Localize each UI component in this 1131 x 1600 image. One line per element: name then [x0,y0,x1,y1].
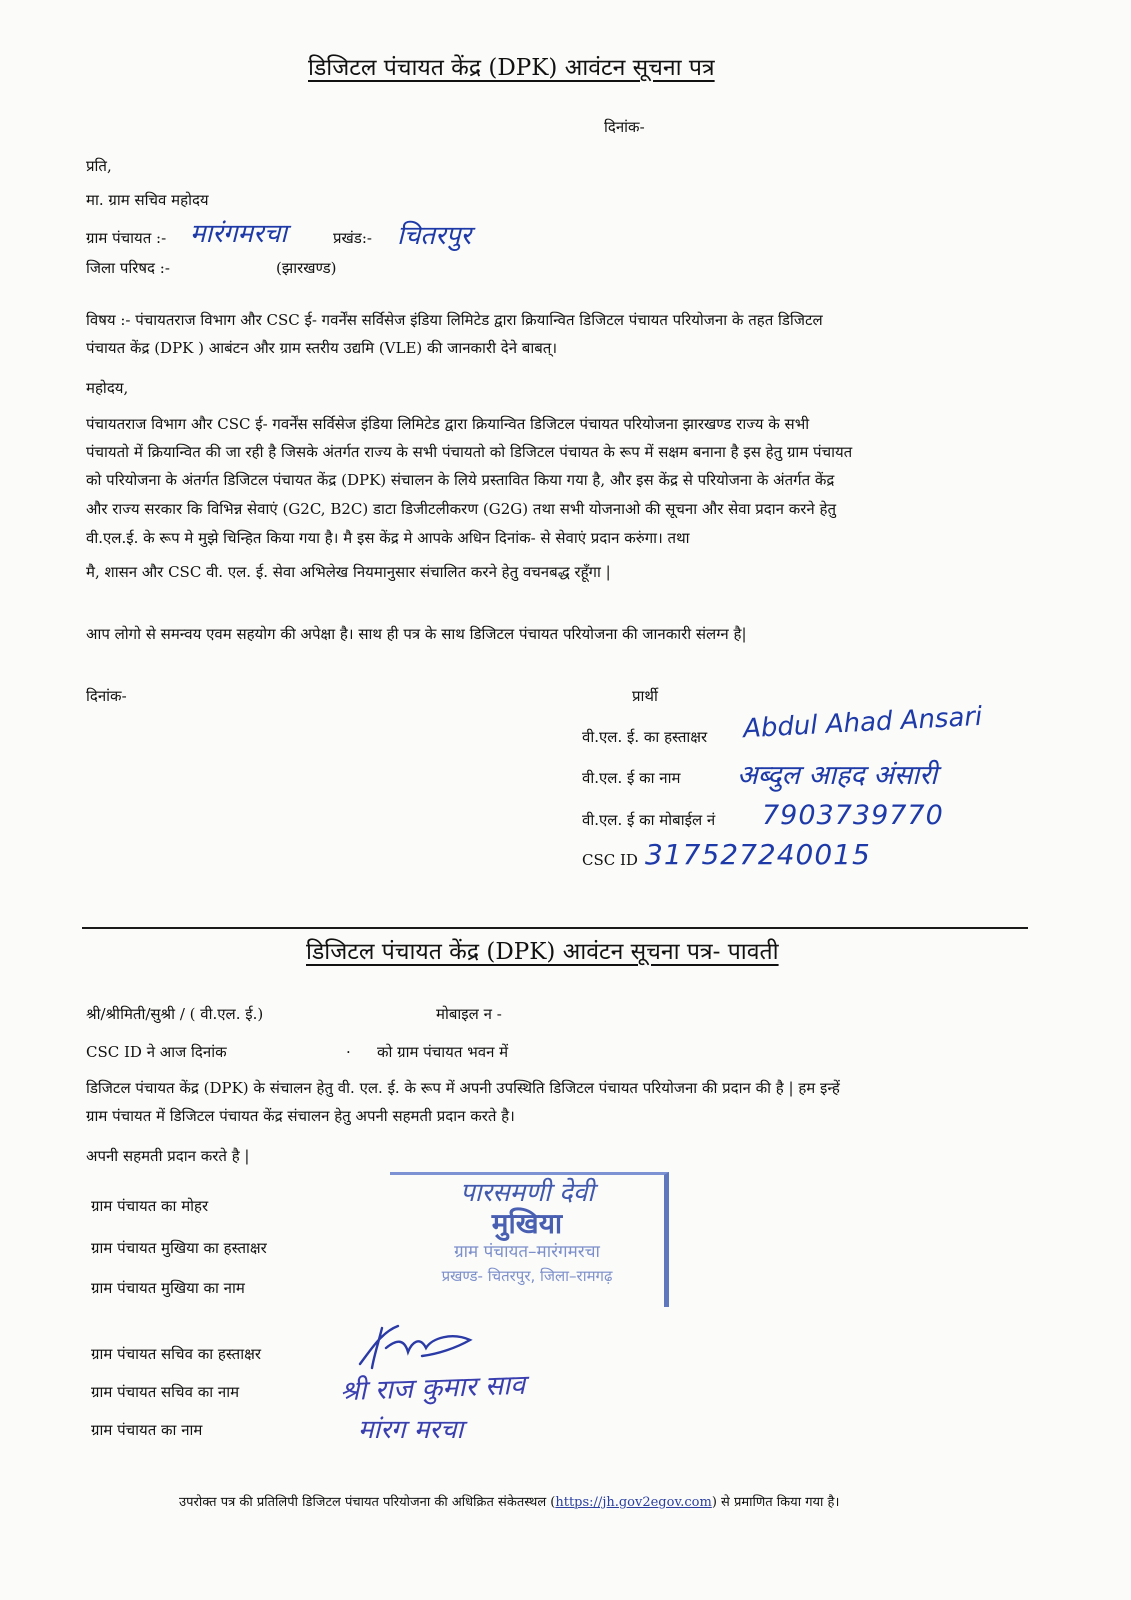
vle-signature: Abdul Ahad Ansari [742,701,984,745]
applicant-label: प्रार्थी [632,687,658,705]
letter-title: डिजिटल पंचायत केंद्र (DPK) आवंटन सूचना पत्र [308,55,715,81]
gram-panchayat-handwritten: मारंगमरचा [190,219,287,249]
mobile-label: मोबाइल न - [436,1005,502,1023]
body-line-2: पंचायतो में क्रियान्वित की जा रही है जिसके अंतर्गत राज्य के सभी पंचायतो को डिजिटल पंचायत के रूप में सक्षम बनाना है इस हेतु ग्राम पंचायत [86,443,853,461]
shri-label: श्री/श्रीमिती/सुश्री / ( वी.एल. ई.) [86,1005,264,1023]
vle-name-handwritten: अब्दुल आहद अंसारी [737,760,938,791]
date-label-2: दिनांक- [86,687,127,705]
footer-prefix: उपरोक्त पत्र की प्रतिलिपी डिजिटल पंचायत परियोजना की अधिक्रित संकेतस्थल ( [179,1495,556,1510]
mukhiya-name-label: ग्राम पंचायत मुखिया का नाम [91,1279,245,1297]
gp-name-label: ग्राम पंचायत का नाम [91,1421,203,1439]
subject-line-1: विषय :- पंचायतराज विभाग और CSC ई- गवर्नेंस सर्विसेज इंडिया लिमिटेड द्वारा क्रियान्वित डिजिटल पंचायत परियोजना के तहत डिजिटल [86,311,823,329]
mukhiya-signature-label: ग्राम पंचायत मुखिया का हस्ताक्षर [91,1239,267,1257]
stamp-line-2: प्रखण्ड- चितरपुर, जिला–रामगढ़ [441,1267,613,1285]
gram-panchayat-label: ग्राम पंचायत :- [86,229,167,247]
body-line-3: को परियोजना के अंतर्गत डिजिटल पंचायत केंद्र (DPK) संचालन के लिये प्रस्तावित किया गया है, और इस केंद्र से परियोजना के अंतर्गत केंद्र [86,471,835,489]
state-label: (झारखण्ड) [276,259,337,277]
salutation: महोदय, [86,379,129,397]
vle-signature-label: वी.एल. ई. का हस्ताक्षर [582,728,708,746]
seal-label: ग्राम पंचायत का मोहर [91,1197,209,1215]
receipt-title: डिजिटल पंचायत केंद्र (DPK) आवंटन सूचना पत्र- पावती [306,939,779,965]
zila-label: जिला परिषद :- [86,259,170,277]
secretary-name-label: ग्राम पंचायत सचिव का नाम [91,1383,240,1401]
blank-dot: · [346,1043,351,1061]
ack-line-2: ग्राम पंचायत में डिजिटल पंचायत केंद्र संचालन हेतु अपनी सहमती प्रदान करते है। [86,1107,515,1125]
ack-line-1: डिजिटल पंचायत केंद्र (DPK) के संचालन हेतु वी. एल. ई. के रूप में अपनी उपस्थिति डिजिटल पंचायत परियोजना की प्रदान की है | हम इन्हें [86,1079,840,1097]
body-line-5: वी.एल.ई. के रूप मे मुझे चिन्हित किया गया है। मै इस केंद्र मे आपके अधिन दिनांक- से सेवाएं प्रदान करुंगा। तथा [86,529,690,547]
prakhand-handwritten: चितरपुर [397,221,472,251]
body-line-6: मै, शासन और CSC वी. एल. ई. सेवा अभिलेख नियमानुसार संचालित करने हेतु वचनबद्ध रहूँगा | [86,563,611,581]
vle-mobile-handwritten: 7903739770 [762,800,944,831]
cooperation-line: आप लोगो से समन्वय एवम सहयोग की अपेक्षा है। साथ ही पत्र के साथ डिजिटल पंचायत परियोजना की जानकारी संलग्न है| [86,625,747,643]
gram-bhavan-label: को ग्राम पंचायत भवन में [377,1043,509,1061]
to-label: प्रति, [86,157,112,175]
addressee: मा. ग्राम सचिव महोदय [86,191,209,209]
csc-id-handwritten: 317527240015 [645,838,871,871]
body-line-4: और राज्य सरकार कि विभिन्न सेवाएं (G2C, B2C) डाटा डिजीटलीकरण (G2G) तथा सभी योजनाओ की सूचना और सेवा प्रदान करने हेतु [86,500,837,518]
body-line-1: पंचायतराज विभाग और CSC ई- गवर्नेंस सर्विसेज इंडिया लिमिटेड द्वारा क्रियान्वित डिजिटल पंचायत परियोजना झारखण्ड राज्य के सभी [86,415,810,433]
secretary-signature-label: ग्राम पंचायत सचिव का हस्ताक्षर [91,1345,261,1363]
footer-note [179,1494,839,1512]
section-divider [82,927,1028,929]
footer-suffix: ) से प्रमाणित किया गया है। [711,1495,840,1510]
gp-name-handwritten: मांरग मरचा [358,1415,464,1445]
date-label: दिनांक- [604,118,645,136]
csc-id-today-label: CSC ID ने आज दिनांक [86,1043,227,1061]
stamp-line-1: ग्राम पंचायत–मारंगमरचा [454,1242,600,1262]
footer-link[interactable]: https://jh.gov2egov.com [555,1495,712,1510]
secretary-name-handwritten: श्री राज कुमार साव [339,1369,526,1408]
prakhand-label: प्रखंड:- [333,229,372,247]
consent-line: अपनी सहमती प्रदान करते है | [86,1147,250,1165]
csc-id-label: CSC ID [582,851,638,869]
stamp-name: पारसमणी देवी [459,1178,595,1208]
vle-mobile-label: वी.एल. ई का मोबाईल नं [582,811,716,829]
subject-line-2: पंचायत केंद्र (DPK ) आबंटन और ग्राम स्तरीय उद्यमि (VLE) की जानकारी देने बाबत्। [86,339,558,357]
stamp-title: मुखिया [491,1207,563,1240]
mukhiya-stamp [390,1172,669,1307]
vle-name-label: वी.एल. ई का नाम [582,769,681,787]
